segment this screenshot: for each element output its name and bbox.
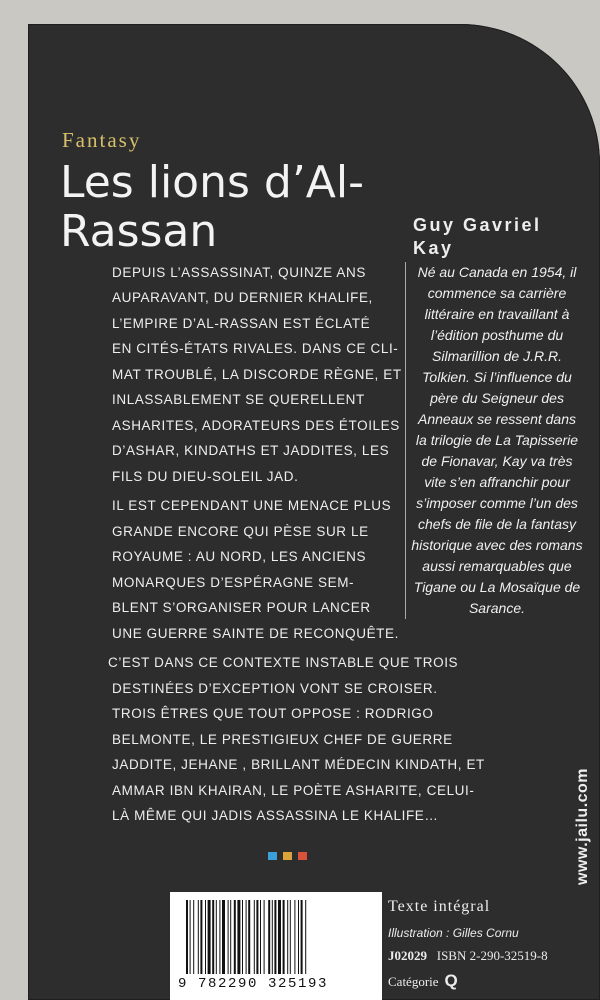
- blue-square-icon: [268, 852, 277, 860]
- barcode-icon: [184, 900, 370, 974]
- synopsis-line: EN CITÉS-ÉTATS RIVALES. DANS CE CLI-: [112, 341, 399, 356]
- synopsis-line: D’ASHAR, KINDATHS ET JADDITES, LES: [112, 443, 390, 458]
- website-text: www.jailu.com: [574, 767, 591, 885]
- barcode-number: 9 782290 325193: [178, 976, 329, 992]
- illustration-credit: Illustration : Gilles Cornu: [388, 926, 519, 940]
- synopsis-line: L’EMPIRE D’AL-RASSAN EST ÉCLATÉ: [112, 316, 371, 331]
- edition-label: Texte intégral: [388, 898, 491, 915]
- author-bio: Né au Canada en 1954, il commence sa carrière littéraire en travaillant à l’édition posthume du Silmarillion de J.R.R. Tolkien. Si l’influence du père du Seigneur des Anneaux se ressent dans la trilogie de La Tapisserie de Fionavar, Kay va très vite s’en affranchir pour s’imposer comme l’un des chefs de file de la fantasy historique avec des romans aussi remarquables que Tigane ou La Mosaïque de Sarance.: [405, 262, 583, 619]
- series-code: J02029: [388, 948, 427, 963]
- synopsis-line: AUPARAVANT, DU DERNIER KHALIFE,: [112, 290, 373, 305]
- category: [388, 971, 458, 991]
- synopsis-line: BELMONTE, LE PRESTIGIEUX CHEF DE GUERRE: [112, 732, 453, 747]
- synopsis-line: JADDITE, JEHANE , BRILLANT MÉDECIN KINDATH, ET: [112, 757, 485, 772]
- barcode-box: [170, 892, 382, 1000]
- synopsis-line: BLENT S’ORGANISER POUR LANCER: [112, 600, 371, 615]
- synopsis-line: MAT TROUBLÉ, LA DISCORDE RÈGNE, ET: [112, 367, 402, 382]
- website-url: [572, 735, 592, 885]
- book-title: Les lions d’Al-Rassan: [60, 157, 365, 257]
- category-value: Q: [444, 971, 458, 990]
- red-square-icon: [298, 852, 307, 860]
- isbn: ISBN 2-290-32519-8: [436, 948, 548, 963]
- synopsis-line: MONARQUES D’ESPÉRAGNE SEM-: [112, 575, 355, 590]
- synopsis-line: IL EST CEPENDANT UNE MENACE PLUS: [112, 498, 392, 513]
- color-dots: [268, 852, 307, 860]
- synopsis-line: INLASSABLEMENT SE QUERELLENT: [112, 392, 365, 407]
- synopsis-line: FILS DU DIEU-SOLEIL JAD.: [112, 469, 299, 484]
- synopsis-line: LÀ MÊME QUI JADIS ASSASSINA LE KHALIFE…: [112, 808, 439, 823]
- synopsis-line: DESTINÉES D’EXCEPTION VONT SE CROISER.: [112, 681, 438, 696]
- synopsis-line: AMMAR IBN KHAIRAN, LE POÈTE ASHARITE, CELUI-: [112, 783, 475, 798]
- author-name: Guy Gavriel Kay: [413, 215, 542, 258]
- synopsis-line: UNE GUERRE SAINTE DE RECONQUÊTE.: [112, 626, 399, 641]
- synopsis-line: ROYAUME : AU NORD, LES ANCIENS: [112, 549, 367, 564]
- synopsis-line: TROIS ÊTRES QUE TOUT OPPOSE : RODRIGO: [112, 706, 434, 721]
- genre-label: Fantasy: [62, 128, 142, 152]
- synopsis-line: GRANDE ENCORE QUI PÈSE SUR LE: [112, 524, 369, 539]
- synopsis-line: C’EST DANS CE CONTEXTE INSTABLE QUE TROIS: [108, 655, 459, 670]
- product-codes: [388, 948, 548, 964]
- category-label: Catégorie: [388, 974, 439, 989]
- synopsis-line: ASHARITES, ADORATEURS DES ÉTOILES: [112, 418, 400, 433]
- gold-square-icon: [283, 852, 292, 860]
- synopsis-line: DEPUIS L’ASSASSINAT, QUINZE ANS: [112, 265, 366, 280]
